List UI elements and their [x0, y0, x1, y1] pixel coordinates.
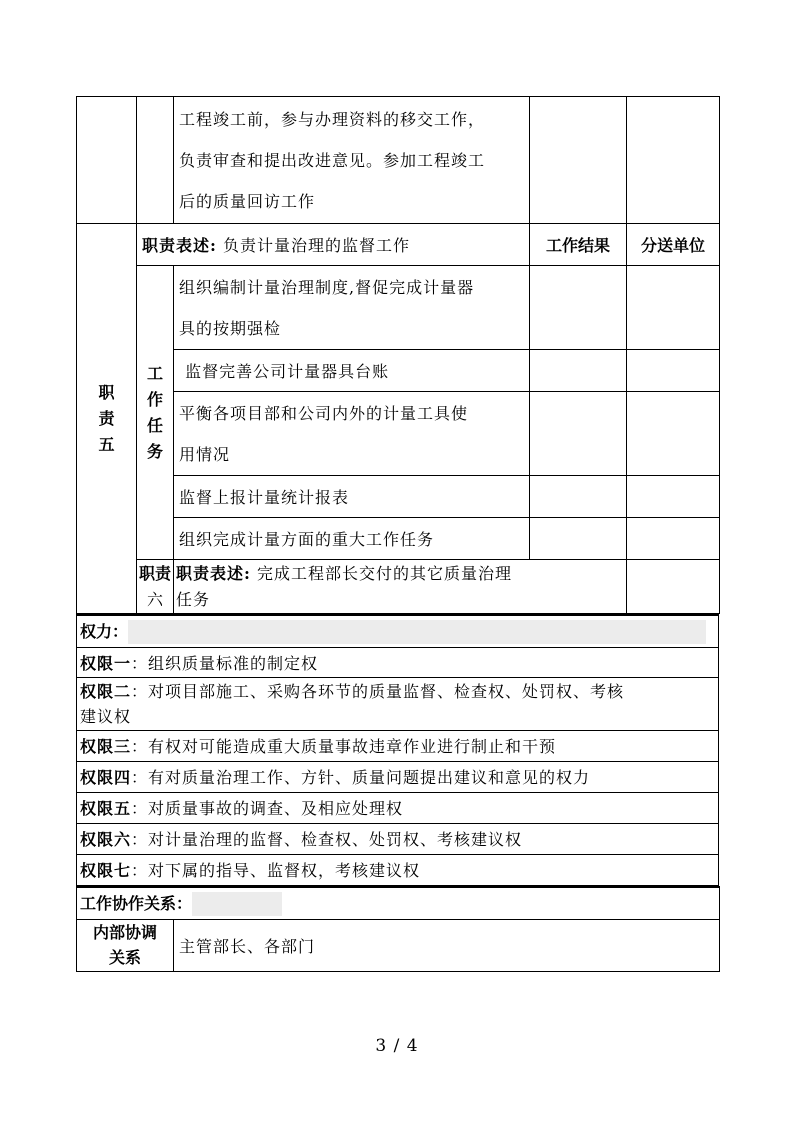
power-item: 权限二：对项目部施工、采购各环节的质量监督、检查权、处罚权、考核 建议权 [77, 677, 719, 730]
result-cell [530, 350, 627, 392]
shaded-bar [192, 892, 282, 916]
power-title-cell [77, 615, 719, 647]
task-row: 监督上报计量统计报表 [174, 476, 530, 518]
duty-five-label: 职 责 五 [77, 224, 137, 614]
task-text: 工程竣工前，参与办理资料的移交工作， 负责审查和提出改进意见。参加工程竣工 后的质量回访工作 [174, 97, 530, 224]
task-label: 工 作 任 务 [137, 266, 174, 560]
duty-table [76, 96, 720, 614]
result-cell [530, 97, 627, 224]
duty-six-description: 职责表述: 完成工程部长交付的其它质量治理 任务 [174, 560, 627, 614]
task-row: 平衡各项目部和公司内外的计量工具使 用情况 [174, 392, 530, 476]
task-row: 组织编制计量治理制度,督促完成计量器 具的按期强检 [174, 266, 530, 350]
power-item: 权限一：组织质量标准的制定权 [77, 647, 719, 677]
cooperation-title: 工作协作关系： [80, 893, 193, 913]
power-table [76, 614, 719, 886]
result-header: 工作结果 [530, 224, 627, 266]
shaded-bar [128, 620, 706, 644]
dist-cell [627, 476, 720, 518]
result-cell [530, 266, 627, 350]
cooperation-table [76, 886, 720, 972]
result-cell [530, 476, 627, 518]
power-item: 权限七：对下属的指导、监督权，考核建议权 [77, 854, 719, 885]
power-item: 权限六：对计量治理的监督、检查权、处罚权、考核建议权 [77, 823, 719, 854]
dist-cell [627, 518, 720, 560]
duty-six-label: 职责 六 [137, 560, 174, 614]
task-row: 监督完善公司计量器具台账 [174, 350, 530, 392]
dist-cell [627, 350, 720, 392]
distribution-header: 分送单位 [627, 224, 720, 266]
result-cell [530, 518, 627, 560]
internal-coordination-value: 主管部长、各部门 [174, 919, 720, 971]
power-item: 权限四：有对质量治理工作、方针、质量问题提出建议和意见的权力 [77, 761, 719, 792]
result-cell [530, 392, 627, 476]
task-row: 组织完成计量方面的重大工作任务 [174, 518, 530, 560]
dist-cell [627, 392, 720, 476]
internal-coordination-label: 内部协调 关系 [77, 919, 174, 971]
page-number: 3 / 4 [375, 1036, 419, 1056]
power-item: 权限三：有权对可能造成重大质量事故违章作业进行制止和干预 [77, 730, 719, 761]
dist-cell [627, 266, 720, 350]
power-item: 权限五：对质量事故的调查、及相应处理权 [77, 792, 719, 823]
cooperation-title-cell [77, 887, 720, 919]
dist-cell [627, 97, 720, 224]
duty-label-cell-empty [77, 97, 137, 224]
task-label-cell-empty [137, 97, 174, 224]
result-cell [627, 560, 720, 614]
duty-five-description: 职责表述: 负责计量治理的监督工作 [137, 224, 530, 266]
power-title: 权力： [80, 621, 129, 641]
